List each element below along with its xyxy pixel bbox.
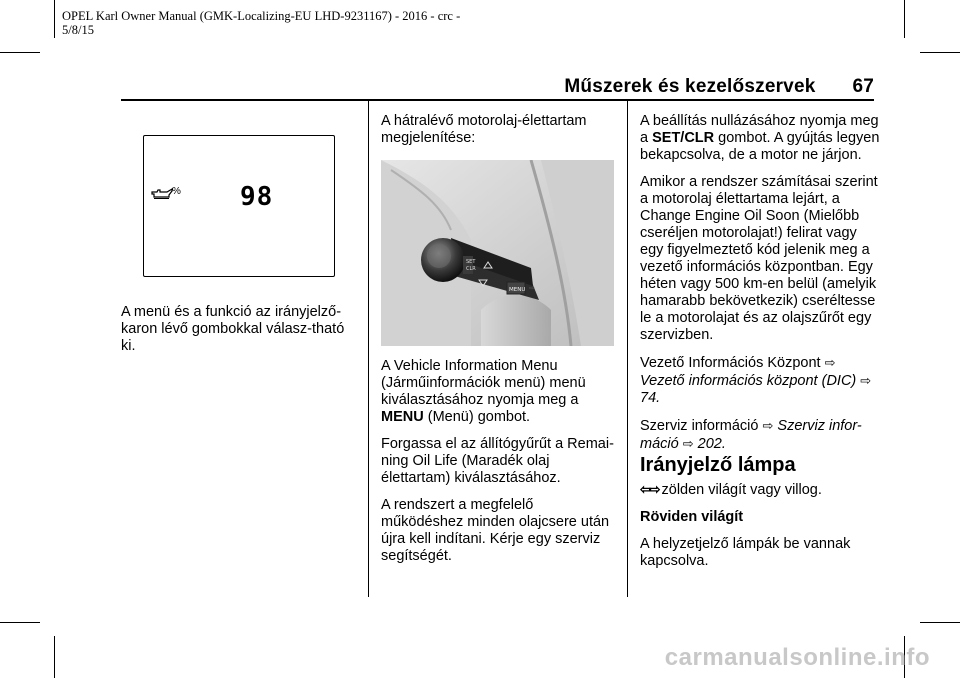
section-title: Műszerek és kezelőszervek [564,76,816,97]
column-2-body [381,358,617,575]
service-reference-link[interactable]: Szerviz infor-máció [640,418,862,452]
oil-change-warning: Amikor a rendszer számításai szerint a motorolaj élettartama lejárt, a Change Engine Oil Soon (Mielőbb cseréljen motorolajat!) felirat vagy egy figyelmeztető kód jelenik meg a vezető információs központban. Egy héten vagy 500 km-en belül (amelyik hamarabb bekövetkezik) cseréltesse le a motorolajat és az olajszűrőt egy szervizben. [640,174,878,343]
meta-line: OPEL Karl Owner Manual (GMK-Localizing-EU LHD-9231167) - 2016 - crc - [62,9,461,23]
percent-symbol: % [172,186,181,197]
section-heading: Irányjelző lámpa [640,454,796,476]
arrow-right-icon: ⇨ [682,436,694,451]
crop-mark [0,52,40,53]
service-reference-page[interactable]: 202 [697,436,722,452]
dic-reference-label: Vezető Információs Központ [640,355,821,371]
reset-procedure-start: A beállítás nullázásához nyomja meg a [640,113,879,146]
column-divider [627,101,628,597]
service-reference-label: Szerviz információ [640,418,759,434]
turn-signal-description [640,481,880,499]
turn-signal-lever-photo [381,160,614,346]
intro-text: A hátralévő motorolaj-élettartam megjelenítése: [381,113,587,146]
watermark: carmanualsonline.info [664,644,930,671]
page-header [564,76,874,98]
figure-caption [121,304,353,365]
column-divider [368,101,369,597]
turn-signal-text: zölden világít vagy villog. [661,482,822,498]
lever-arrow: ⇨ [529,284,535,292]
page-number: 67 [852,76,874,97]
dic-reference: Vezető Információs Központ ⇨ Vezető információs központ (DIC) ⇨ 74. [640,355,872,406]
crop-mark [920,622,960,623]
set-clr-button-label: SET/CLR [652,130,715,146]
arrow-right-icon: ⇨ [860,373,872,388]
document-meta [62,9,522,37]
service-reference: Szerviz információ ⇨ Szerviz infor-máció ⇨ 202. [640,418,862,452]
subheading: Röviden világít [640,509,744,525]
reset-instruction: A rendszert a megfelelő működéshez minden olajcsere után újra kell indítani. Kérje egy szerviz segítségét. [381,497,610,564]
crop-mark [0,622,40,623]
menu-instruction-end: (Menü) gombot. [427,409,531,425]
crop-mark [54,636,55,678]
lever-illustration [381,160,614,346]
menu-instruction [381,358,617,426]
caption-text: A menü és a funkció az irányjelző-karon lévő gombokkal válasz-tható ki. [121,304,345,354]
dic-reference-page[interactable]: 74 [640,390,657,406]
menu-button-label: MENU [381,409,424,425]
arrow-right-icon: ⇨ [824,355,836,370]
crop-mark [904,0,905,38]
reset-procedure [640,113,880,164]
column-2 [381,113,617,157]
turn-signal-icon: ⇦⇨ [640,481,658,497]
oil-life-value: 98 [240,182,274,212]
menu-instruction-text: A Vehicle Information Menu (Járműinformációk menü) menü kiválasztásához nyomja meg a [381,358,586,408]
turn-signal-section [640,481,880,580]
dic-reference-link[interactable]: Vezető információs központ (DIC) [640,373,857,389]
lever-label-clr: CLR [466,266,476,272]
lever-label-menu: MENU [509,287,526,293]
header-rule [121,99,874,101]
rotate-instruction: Forgassa el az állítógyűrűt a Remai-ning Oil Life (Maradék olaj élettartam) kiválasztásához. [381,436,614,486]
position-lights-text: A helyzetjelző lámpák be vannak kapcsolva. [640,536,851,569]
reset-procedure-end: gombot. A gyújtás legyen bekapcsolva, de a motor ne járjon. [640,130,880,163]
crop-mark [920,52,960,53]
lever-label-set: SET [466,259,476,265]
column-3 [640,113,880,463]
crop-mark [54,0,55,38]
arrow-right-icon: ⇨ [762,418,774,433]
meta-line: 5/8/15 [62,23,94,37]
oil-life-display-figure [143,135,335,277]
